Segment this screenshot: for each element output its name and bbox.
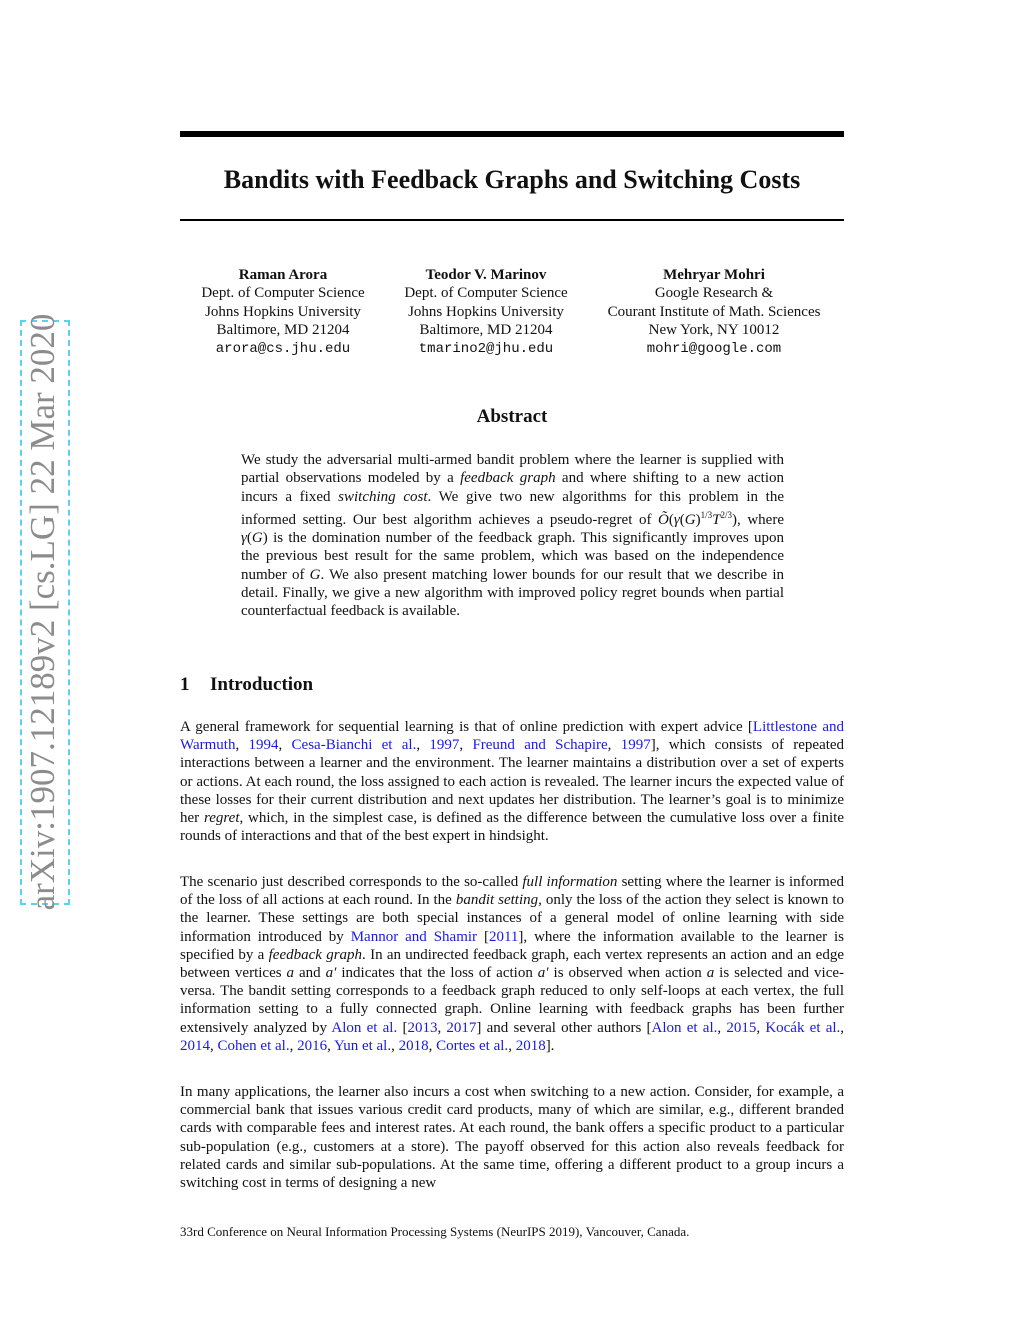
citation-link[interactable]: Yun et al. [334,1037,392,1054]
citation-link[interactable]: 1994 [248,737,279,754]
citation-link[interactable]: Alon et al. [651,1019,718,1036]
author-dept: Dept. of Computer Science [404,285,568,302]
abstract-body: We study the adversarial multi-armed bandit problem where the learner is supplied with partial observations modeled by a feedback graph and where shifting to a new action incurs a fixed switching cost. We give two new algorithms for this problem in the informed setting. Our best algorithm achieves a pseudo-regret of $Õ(\gamma(G)^{1/3}T^{2/3})$, where γ(G) is the domination number of the feedback graph. This significantly improves upon the previous best result for the same problem, which was based on the independence number of G. We also present matching lower bounds for our result that we describe in detail. Finally, we give a new algorithm with improved policy regret bounds when partial counterfactual feedback is available. [241,452,784,620]
intro-paragraph-1: A general framework for sequential learning is that of online prediction with expert advice [Littlestone and Warmuth, 1994, Cesa-Bianchi et al., 1997, Freund and Schapire, 1997], which consists of repeated interactions between a learner and the environment. The learner maintains a distribution over a set of experts or actions. At each round, the loss assigned to each action is revealed. The learner incurs the expected value of these losses for their current distribution and next updates her distribution. The learner’s goal is to minimize her regret, which, in the simplest case, is defined as the difference between the cumulative loss over a finite rounds of interactions and that of the best expert in hindsight. [180,719,845,845]
citation-link[interactable]: 2016 [297,1037,328,1054]
abstract-heading: Abstract [476,406,548,427]
citation-link[interactable]: Littlestone and Warmuth [180,719,844,754]
citation-link[interactable]: 2015 [726,1019,757,1036]
author-name: Teodor V. Marinov [425,267,547,283]
citation-link[interactable]: Freund and Schapire [472,737,608,754]
author-dept: Google Research & [654,285,774,302]
citation-link[interactable]: 2013 [407,1019,438,1036]
author-inst: Johns Hopkins University [408,303,564,320]
citation-link[interactable]: 1997 [429,737,460,754]
author-addr: New York, NY 10012 [648,322,780,339]
citation-link[interactable]: 1997 [620,737,651,754]
citation-link[interactable]: 2018 [398,1037,429,1054]
author-name: Mehryar Mohri [663,267,765,283]
author-inst: Courant Institute of Math. Sciences [607,303,821,320]
section-heading: 1 Introduction [180,674,314,695]
citation-link[interactable]: Cortes et al. [436,1037,509,1054]
author-block [386,266,586,358]
author-addr: Baltimore, MD 21204 [419,322,553,339]
citation-link[interactable]: Alon et al. [331,1019,398,1036]
citation-link[interactable]: Cohen et al. [217,1037,290,1054]
citation-link[interactable]: 2011 [488,928,519,945]
intro-paragraph-3: In many applications, the learner also incurs a cost when switching to a new action. Consider, for example, a commercial bank that issues various credit card products, many of which are similar, e.g., different branded cards with comparable fees and interest rates. At each round, the bank offers a specific product to a particular sub-population (e.g., customers at a store). The payoff observed for this action also reveals feedback for related cards and similar sub-populations. At the same time, offering a different product to a group incurs a switching cost in terms of designing a new [180,1084,844,1192]
author-email: arora@cs.jhu.edu [215,340,351,357]
intro-paragraph-2: The scenario just described corresponds to the so-called full information setting where the learner is informed of the loss of all actions at each round. In the bandit setting, only the loss of the action they select is known to the learner. These settings are both special instances of a general model of online learning with side information introduced by Mannor and Shamir [2011], where the information available to the learner is specified by a feedback graph. In an undirected feedback graph, each vertex represents an action and an edge between vertices a and a′ indicates that the loss of action a′ is observed when action a is selected and vice-versa. The bandit setting corresponds to a feedback graph reduced to only self-loops at each vertex, the full information setting to a fully connected graph. Online learning with feedback graphs has been further extensively analyzed by Alon et al. [2013, 2017] and several other authors [Alon et al., 2015, Kocák et al., 2014, Cohen et al., 2016, Yun et al., 2018, Cortes et al., 2018]. [180,874,845,1054]
arxiv-stamp[interactable]: arXiv:1907.12189v2 [cs.LG] 22 Mar 2020 [23,313,62,911]
author-name: Raman Arora [238,267,328,283]
citation-link[interactable]: Kocák et al. [765,1019,841,1036]
author-addr: Baltimore, MD 21204 [216,322,350,339]
title-rule-top [180,131,844,137]
citation-link[interactable]: 2014 [180,1037,210,1054]
regret-formula: $Õ(\gamma(G)^{1/3}T^{2/3})$ [658,509,738,528]
title-rule-bottom [180,219,844,221]
author-email: tmarino2@jhu.edu [418,340,554,357]
citation-link[interactable]: 2017 [446,1019,477,1036]
citation-link[interactable]: Mannor and Shamir [350,928,478,945]
author-inst: Johns Hopkins University [205,303,361,320]
author-block [183,266,383,358]
conference-footnote: 33rd Conference on Neural Information Processing Systems (NeurIPS 2019), Vancouver, Canada. [180,1224,690,1239]
paper-title: Bandits with Feedback Graphs and Switching Costs [223,165,801,194]
citation-link[interactable]: Cesa-Bianchi et al. [291,737,417,754]
author-dept: Dept. of Computer Science [201,285,365,302]
domination-symbol: γ(G) [241,530,268,547]
author-email: mohri@google.com [646,340,782,357]
author-block [592,266,836,358]
citation-link[interactable]: 2018 [515,1037,546,1054]
